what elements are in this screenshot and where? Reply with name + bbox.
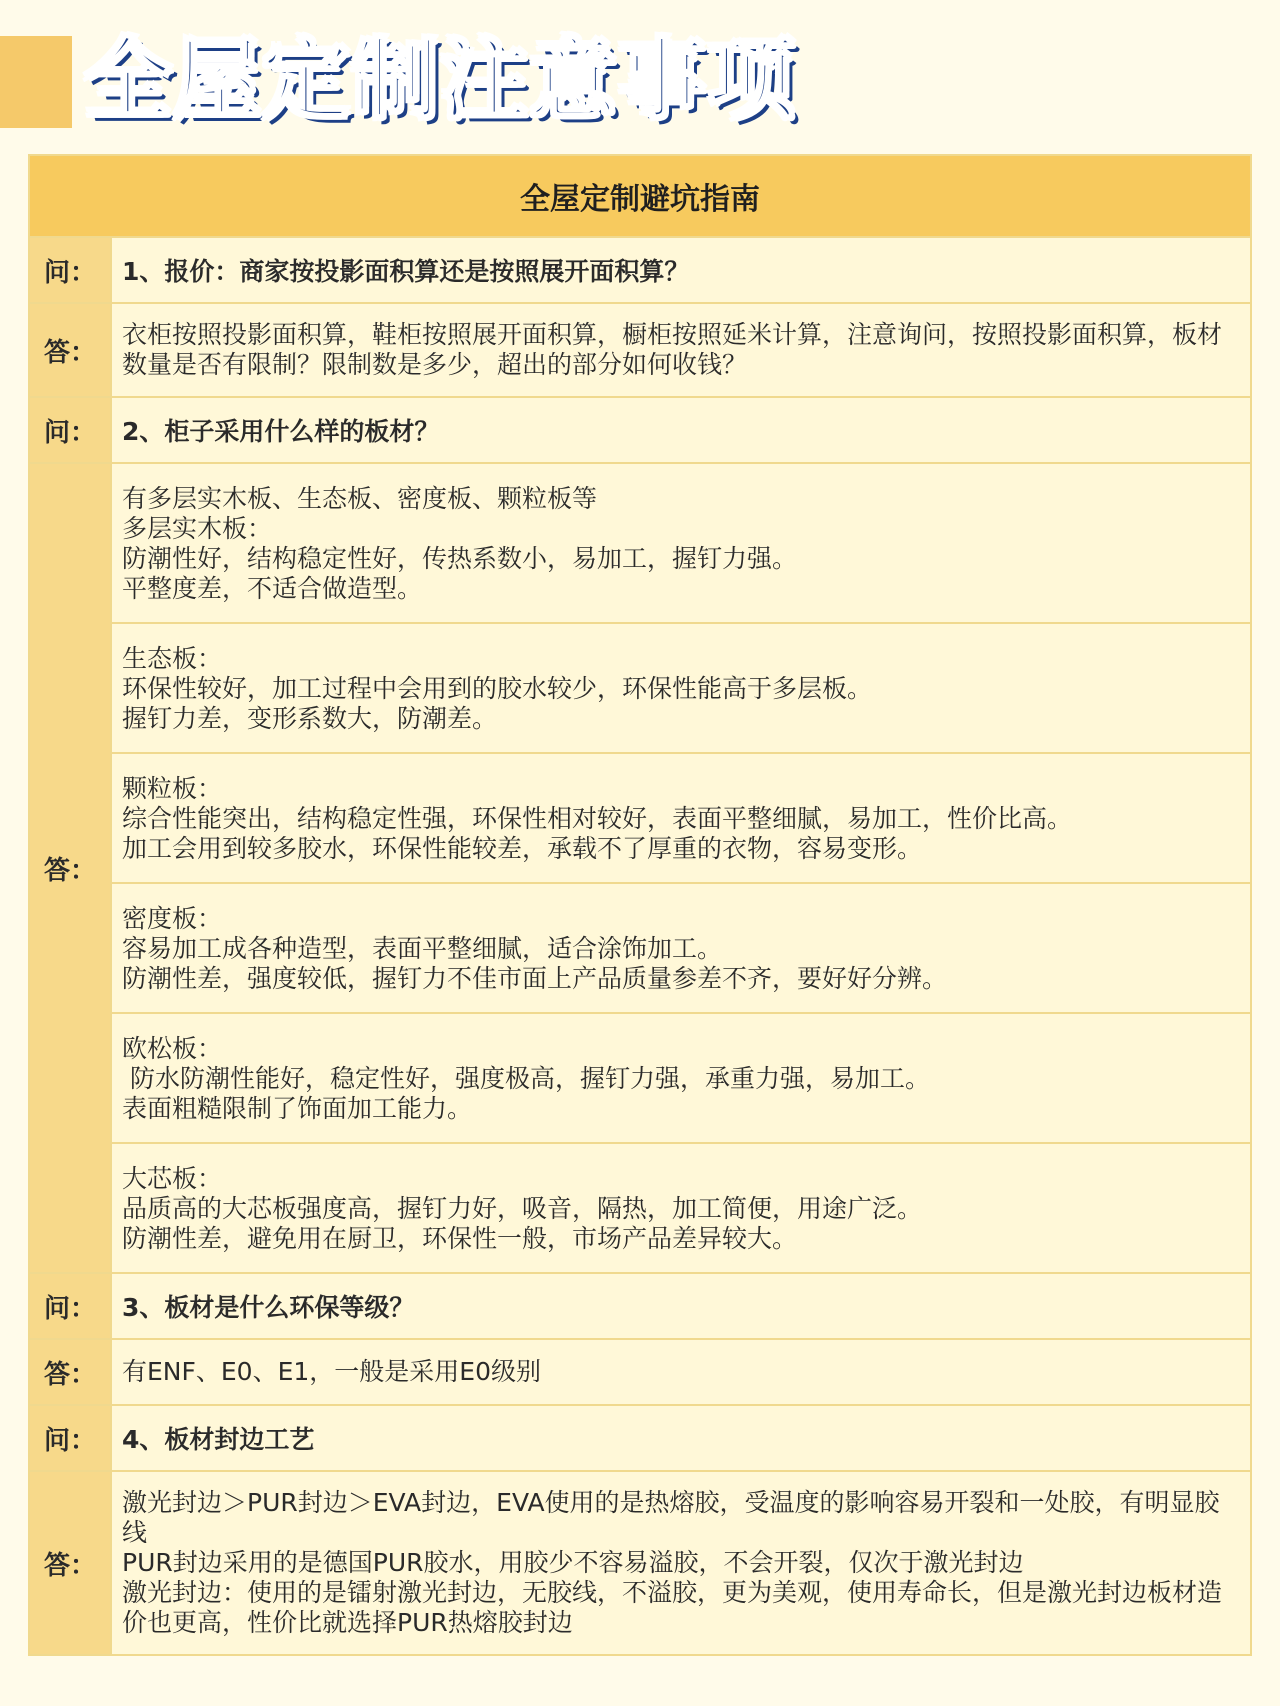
answer-line: 品质高的大芯板强度高，握钉力好，吸音，隔热，加工简便，用途广泛。 xyxy=(122,1194,923,1223)
answer-line: 握钉力差，变形系数大，防潮差。 xyxy=(122,704,498,733)
answer-label: 答： xyxy=(29,1471,111,1655)
table-header: 全屋定制避坑指南 xyxy=(29,155,1251,237)
answer-line: 防潮性差，强度较低，握钉力不佳市面上产品质量参差不齐，要好好分辨。 xyxy=(122,964,948,993)
answer-line: 生态板： xyxy=(122,644,223,673)
answer-paragraph: 激光封边＞PUR封边＞EVA封边，EVA使用的是热熔胶，受温度的影响容易开裂和一处胶，有明显胶线 xyxy=(122,1488,1220,1547)
answer-paragraph: 激光封边：使用的是镭射激光封边，无胶线，不溢胶，更为美观，使用寿命长，但是激光封边板材造价也更高，性价比就选择PUR热熔胶封边 xyxy=(122,1578,1223,1637)
board-type-block xyxy=(112,624,1250,754)
answer-line: 容易加工成各种造型，表面平整细腻，适合涂饰加工。 xyxy=(122,934,723,963)
board-type-block xyxy=(112,884,1250,1014)
answer-line: 防潮性差，避免用在厨卫，环保性一般，市场产品差异较大。 xyxy=(122,1224,798,1253)
answer-line: 平整度差，不适合做造型。 xyxy=(122,574,423,603)
table-row xyxy=(29,397,1251,463)
answer-line: 综合性能突出，结构稳定性强，环保性相对较好，表面平整细腻，易加工，性价比高。 xyxy=(122,804,1073,833)
question-text: 1、报价：商家按投影面积算还是按照展开面积算？ xyxy=(111,237,1251,303)
answer-line: 欧松板： xyxy=(122,1034,223,1063)
table-row xyxy=(29,237,1251,303)
question-label: 问： xyxy=(29,1405,111,1471)
answer-label: 答： xyxy=(29,303,111,397)
question-label: 问： xyxy=(29,237,111,303)
answer-text xyxy=(111,303,1251,397)
table-row xyxy=(29,1405,1251,1471)
answer-line: 加工会用到较多胶水，环保性能较差，承载不了厚重的衣物，容易变形。 xyxy=(122,834,923,863)
answer-line: 密度板： xyxy=(122,904,223,933)
answer-paragraph: PUR封边采用的是德国PUR胶水，用胶少不容易溢胶，不会开裂，仅次于激光封边 xyxy=(122,1548,1024,1577)
table-row xyxy=(29,303,1251,397)
answer-label: 答： xyxy=(29,1339,111,1405)
answer-line: 防水防潮性能好，稳定性好，强度极高，握钉力强，承重力强，易加工。 xyxy=(122,1064,930,1093)
answer-blocks xyxy=(111,463,1251,1273)
answer-line: 环保性较好，加工过程中会用到的胶水较少，环保性能高于多层板。 xyxy=(122,674,873,703)
board-type-block xyxy=(112,754,1250,884)
answer-line: 表面粗糙限制了饰面加工能力。 xyxy=(122,1094,473,1123)
guide-table xyxy=(28,154,1252,1656)
question-text: 2、柜子采用什么样的板材？ xyxy=(111,397,1251,463)
title-accent-block xyxy=(0,36,72,128)
answer-text xyxy=(111,1339,1251,1405)
board-type-block xyxy=(112,1014,1250,1144)
question-text: 3、板材是什么环保等级？ xyxy=(111,1273,1251,1339)
answer-line: 大芯板： xyxy=(122,1164,223,1193)
answer-text xyxy=(111,1471,1251,1655)
board-type-block xyxy=(112,464,1250,624)
question-label: 问： xyxy=(29,397,111,463)
table-row xyxy=(29,1339,1251,1405)
table-row xyxy=(29,463,1251,1273)
question-text: 4、板材封边工艺 xyxy=(111,1405,1251,1471)
answer-line: 防潮性好，结构稳定性好，传热系数小，易加工，握钉力强。 xyxy=(122,544,798,573)
answer-line: 颗粒板： xyxy=(122,774,223,803)
answer-line: 多层实木板： xyxy=(122,514,273,543)
table-row xyxy=(29,1273,1251,1339)
answer-label: 答： xyxy=(29,463,111,1273)
answer-paragraph: 衣柜按照投影面积算，鞋柜按照展开面积算，橱柜按照延米计算，注意询问，按照投影面积算，板材数量是否有限制？限制数是多少，超出的部分如何收钱？ xyxy=(122,320,1223,379)
board-type-block xyxy=(112,1144,1250,1272)
question-label: 问： xyxy=(29,1273,111,1339)
answer-line: 有多层实木板、生态板、密度板、颗粒板等 xyxy=(122,484,598,513)
page-title: 全屋定制注意事项 xyxy=(84,28,797,131)
answer-paragraph: 有ENF、E0、E1，一般是采用E0级别 xyxy=(122,1357,541,1386)
table-row xyxy=(29,1471,1251,1655)
